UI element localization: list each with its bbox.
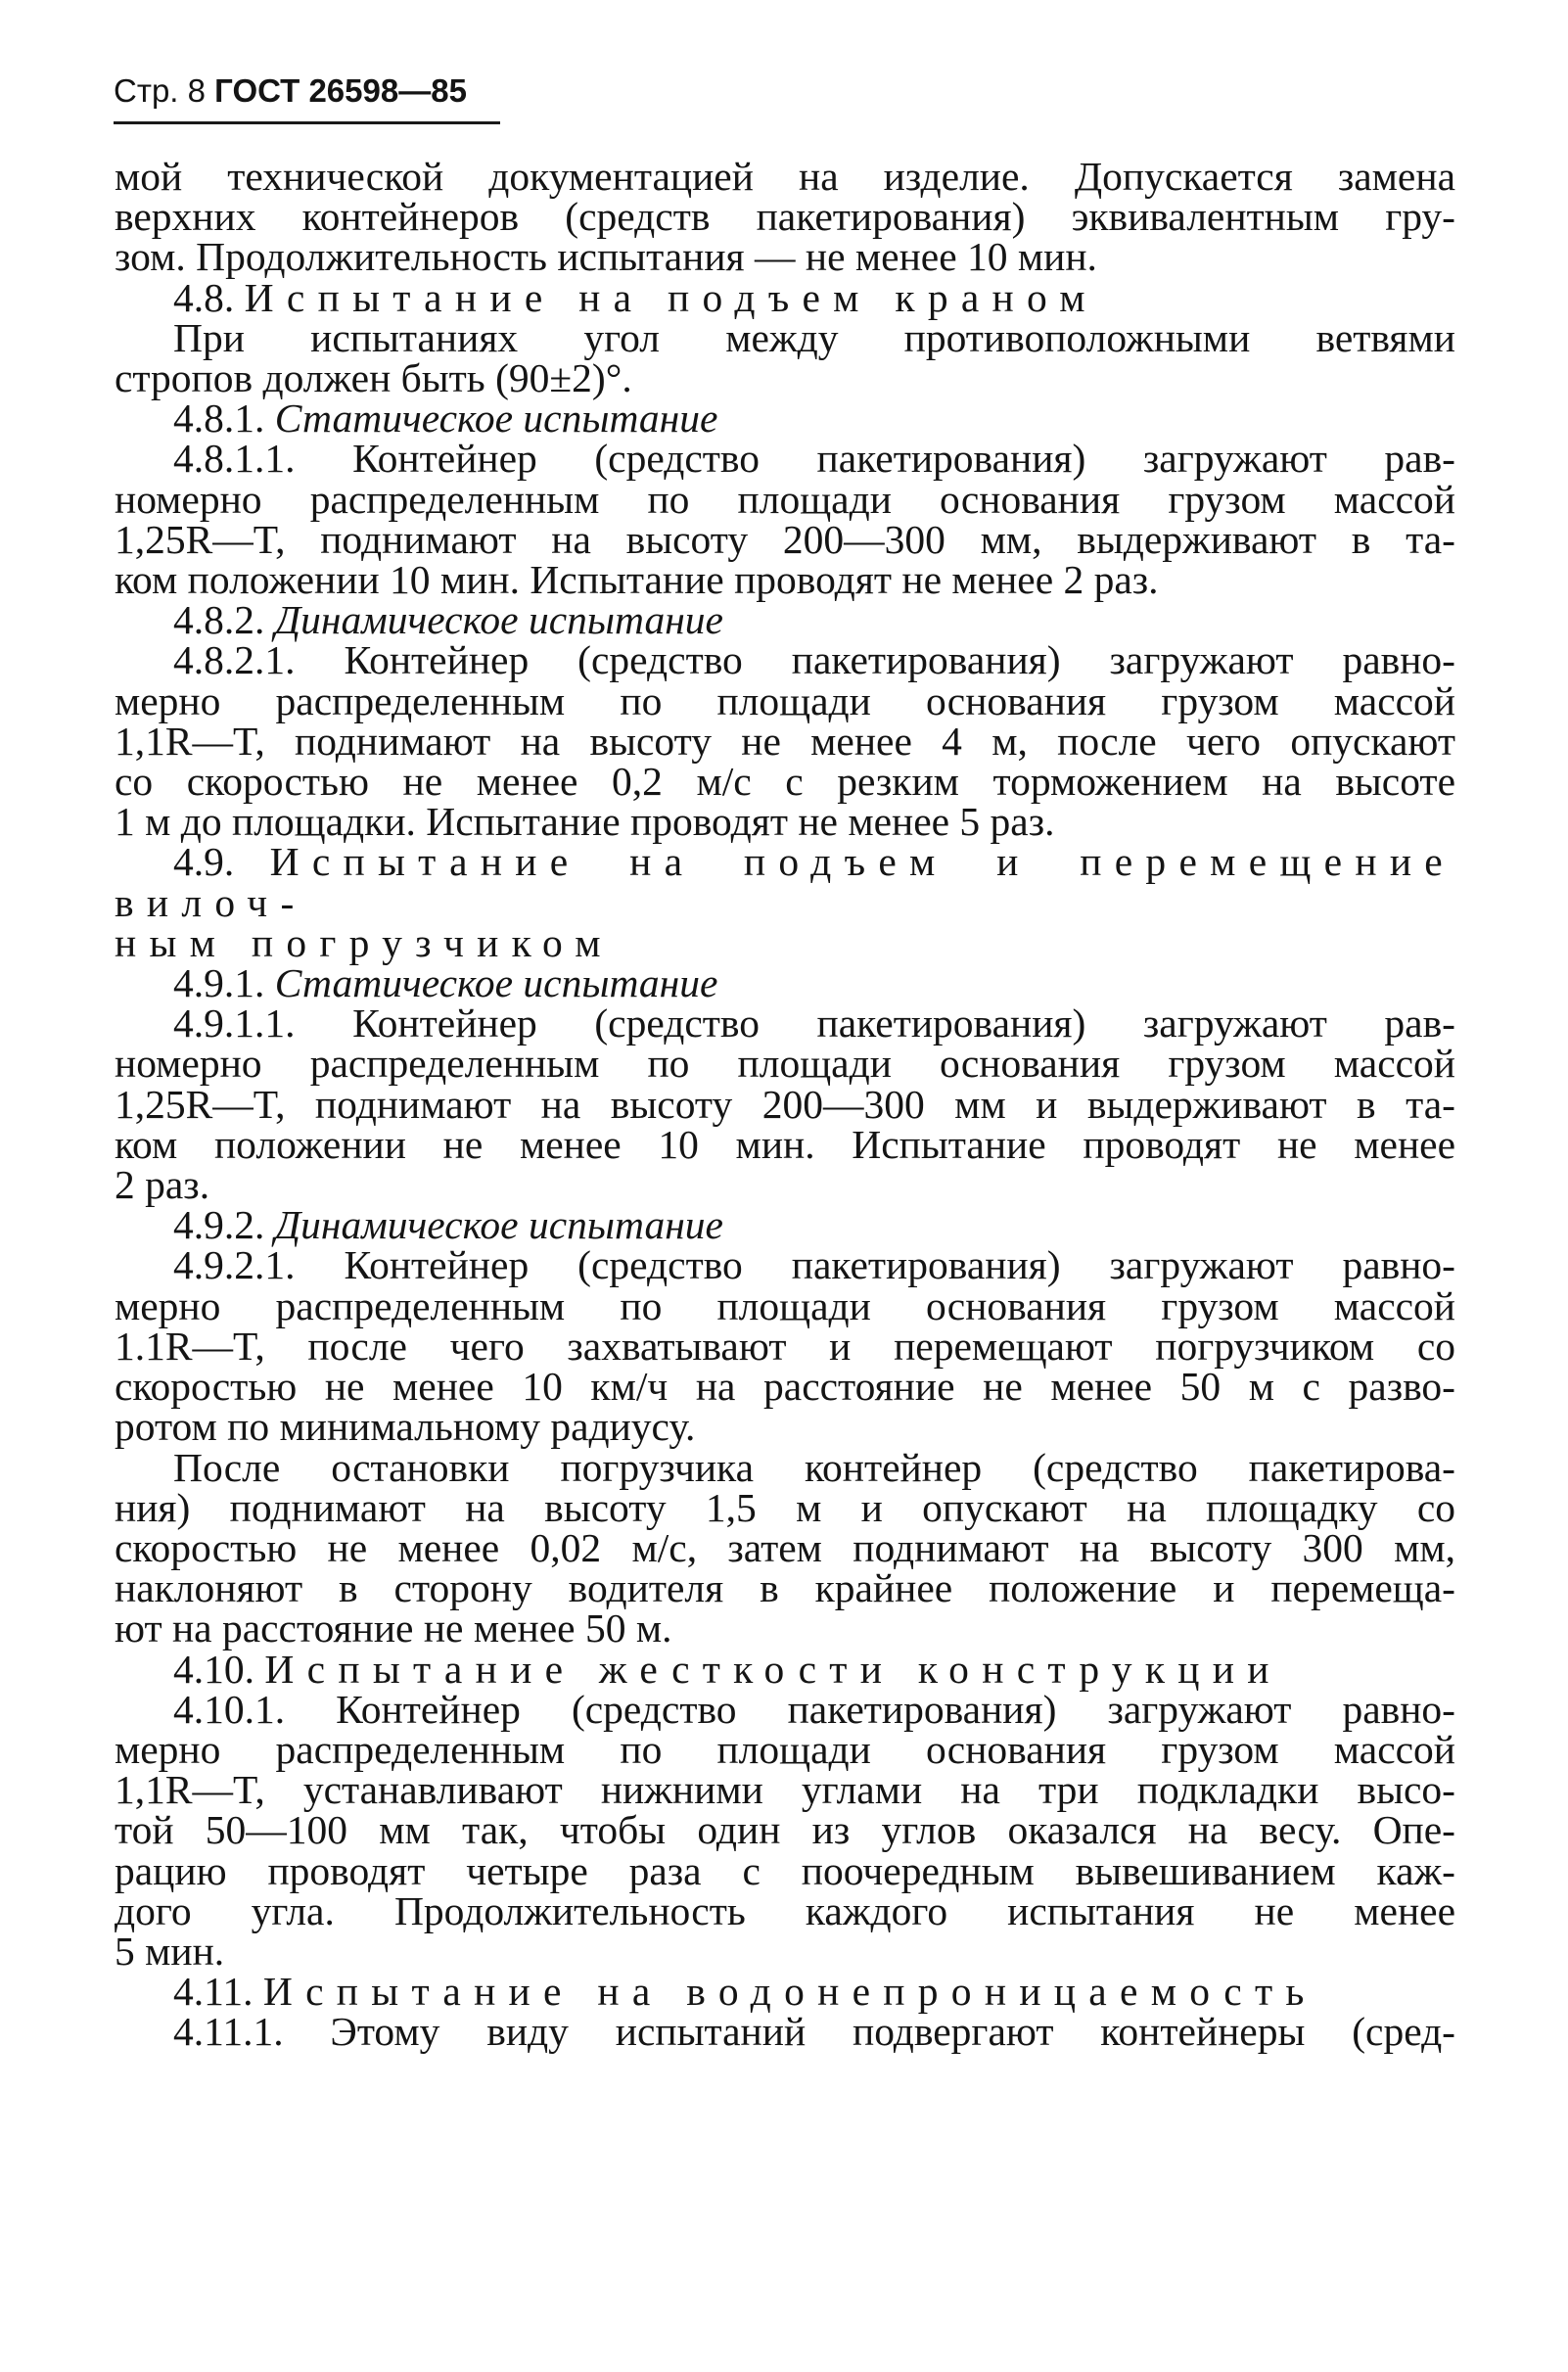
section-number: 4.8.: [173, 274, 235, 320]
text-line: 4.9.1.1. Контейнер (средство пакетирования) загружают рав-: [173, 1000, 1455, 1046]
subsection-heading-4-8-2: [115, 597, 1455, 643]
text-line: 1,1R—T, устанавливают нижними углами на три подкладки высо-: [115, 1767, 1455, 1813]
text-line: 4.10.1. Контейнер (средство пакетирования) загружают равно-: [173, 1686, 1455, 1732]
text-line: скоростью не менее 0,02 м/с, затем поднимают на высоту 300 мм,: [115, 1524, 1455, 1570]
text-line: мой технической документацией на изделие. Допускается замена: [115, 154, 1455, 199]
section-title: ным погрузчиком: [115, 919, 614, 965]
text-line: наклоняют в сторону водителя в крайнее положение и перемеща-: [115, 1565, 1455, 1611]
text-line: 1 м до площадки. Испытание проводят не менее 5 раз.: [115, 799, 1055, 845]
section-number: 4.8.1.: [173, 395, 265, 442]
page-header: [114, 72, 467, 110]
text-line: зом. Продолжительность испытания — не менее 10 мин.: [115, 234, 1097, 280]
section-title: Статическое испытание: [274, 960, 718, 1006]
text-line: 4.11.1. Этому виду испытаний подвергают контейнеры (сред-: [173, 2009, 1455, 2055]
subsection-heading-4-9-2: [115, 1202, 1455, 1248]
text-line: мерно распределенным по площади основания грузом массой: [115, 1282, 1455, 1328]
text-line: ния) поднимают на высоту 1,5 м и опускают на площадку со: [115, 1484, 1455, 1530]
text-line: 4.8.1.1. Контейнер (средство пакетирования) загружают рав-: [173, 436, 1455, 482]
subsection-heading-4-8-1: [115, 395, 1455, 442]
section-heading-4-9: [115, 839, 1456, 925]
section-number: 4.9.2.: [173, 1202, 265, 1248]
section-number: 4.9.: [173, 839, 235, 885]
text-line: номерно распределенным по площади основания грузом массой: [115, 1041, 1455, 1087]
section-title: Испытание жесткости конструкции: [264, 1646, 1282, 1692]
text-line: После остановки погрузчика контейнер (средство пакетирова-: [173, 1444, 1455, 1490]
text-line: 5 мин.: [115, 1928, 225, 1974]
section-heading-4-8: [115, 274, 1455, 320]
text-line: скоростью не менее 10 км/ч на расстояние не менее 50 м с разво-: [115, 1364, 1455, 1410]
section-title: Испытание на подъем и перемещение вилоч-: [115, 839, 1456, 925]
text-line: номерно распределенным по площади основания грузом массой: [115, 476, 1455, 522]
text-line: ют на расстояние не менее 50 м.: [115, 1605, 672, 1651]
page-number: Стр. 8: [114, 72, 206, 109]
section-heading-4-9-cont: [115, 919, 1455, 965]
section-number: 4.9.1.: [173, 960, 265, 1006]
section-number: 4.11.: [173, 1969, 254, 2015]
text-line: 1,25R—T, поднимают на высоту 200—300 мм и выдерживают в та-: [115, 1081, 1455, 1127]
document-body: [115, 154, 1456, 2055]
header-rule: [114, 121, 500, 124]
text-line: ком положении 10 мин. Испытание проводят не менее 2 раз.: [115, 557, 1159, 603]
section-title: Динамическое испытание: [274, 597, 723, 643]
text-line: 2 раз.: [115, 1162, 210, 1208]
section-heading-4-10: [115, 1646, 1455, 1692]
text-line: 4.9.2.1. Контейнер (средство пакетирования) загружают равно-: [173, 1242, 1455, 1288]
text-line: дого угла. Продолжительность каждого испытания не менее: [115, 1887, 1455, 1933]
text-line: 1.1R—T, после чего захватывают и перемещают погрузчиком со: [115, 1323, 1455, 1369]
section-number: 4.10.: [173, 1646, 254, 1692]
text-line: 1,1R—T, поднимают на высоту не менее 4 м, после чего опускают: [115, 718, 1455, 764]
text-line: 1,25R—T, поднимают на высоту 200—300 мм, выдерживают в та-: [115, 516, 1455, 562]
section-number: 4.8.2.: [173, 597, 265, 643]
section-title: Испытание на водонепроницаемость: [262, 1969, 1317, 2015]
subsection-heading-4-9-1: [115, 960, 1455, 1006]
text-line: ком положении не менее 10 мин. Испытание проводят не менее: [115, 1121, 1455, 1167]
text-line: рацию проводят четыре раза с поочередным вывешиванием каж-: [115, 1847, 1455, 1893]
section-heading-4-11: [115, 1969, 1455, 2015]
text-line: верхних контейнеров (средств пакетирования) эквивалентным гру-: [115, 194, 1455, 240]
text-line: стропов должен быть (90±2)°.: [115, 355, 632, 401]
text-line: ротом по минимальному радиусу.: [115, 1404, 696, 1450]
text-line: При испытаниях угол между противоположными ветвями: [173, 314, 1455, 360]
text-line: мерно распределенным по площади основания грузом массой: [115, 1726, 1455, 1772]
text-line: мерно распределенным по площади основания грузом массой: [115, 677, 1455, 723]
section-title: Динамическое испытание: [274, 1202, 723, 1248]
section-title: Статическое испытание: [274, 395, 718, 442]
section-title: Испытание на подъем краном: [244, 274, 1098, 320]
standard-number: ГОСТ 26598—85: [214, 72, 467, 109]
text-line: той 50—100 мм так, чтобы один из углов оказался на весу. Опе-: [115, 1807, 1455, 1853]
text-line: 4.8.2.1. Контейнер (средство пакетирования) загружают равно-: [173, 637, 1455, 683]
text-line: со скоростью не менее 0,2 м/с с резким торможением на высоте: [115, 759, 1455, 805]
